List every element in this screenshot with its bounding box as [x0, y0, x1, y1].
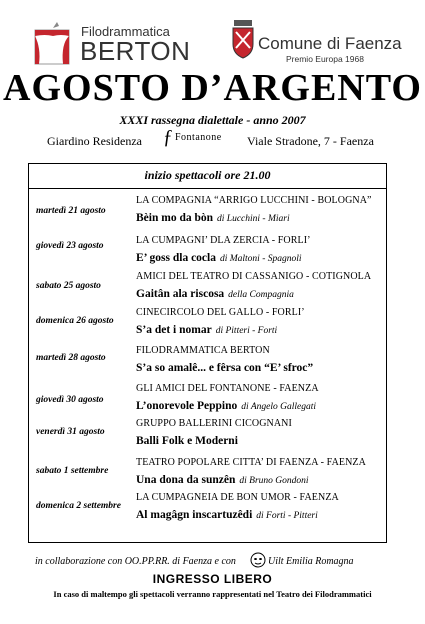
event-date: martedì 21 agosto	[36, 206, 106, 216]
event-title: Una dona da sunzên	[136, 474, 236, 486]
event-date: domenica 26 agosto	[36, 316, 114, 326]
collaboration-text: in collaborazione con OO.PP.RR. di Faenza e con	[35, 556, 236, 567]
collaboration-partner: Uilt Emilia Romagna	[268, 556, 354, 567]
event-row	[29, 307, 386, 345]
uilt-mask-icon	[250, 552, 266, 568]
event-title: Gaitân ala riscosa	[136, 288, 225, 300]
event-row	[29, 345, 386, 383]
event-title-line	[136, 431, 242, 449]
start-time: inizio spettacoli ore 21.00	[144, 168, 271, 182]
page-title: AGOSTO D’ARGENTO	[3, 67, 422, 109]
event-company: LA CUMPAGNI’ DLA ZERCIA - FORLI’	[136, 235, 311, 246]
event-row	[29, 235, 386, 273]
weather-note: In caso di maltempo gli spettacoli verranno rappresentati nel Teatro dei Filodrammatici	[53, 589, 372, 599]
event-company: CINECIRCOLO DEL GALLO - FORLI’	[136, 307, 305, 318]
event-title-line	[136, 470, 309, 488]
event-author: di Bruno Gondoni	[239, 476, 309, 486]
event-author: di Pitteri - Forti	[215, 326, 278, 336]
event-row	[29, 195, 386, 233]
event-title-line	[136, 396, 316, 414]
fontanone-initial-icon: ƒ	[163, 126, 173, 148]
faenza-logo	[230, 20, 400, 68]
event-date: sabato 25 agosto	[36, 281, 101, 291]
event-author: di Angelo Gallegati	[241, 402, 317, 412]
event-title-line	[136, 320, 277, 338]
event-title-line	[136, 284, 294, 302]
event-title-line	[136, 358, 317, 376]
theatre-stage-icon	[33, 22, 73, 68]
event-date: giovedì 30 agosto	[36, 395, 104, 405]
event-title: S’a so amalê... e fêrsa con “E’ sfroc”	[136, 362, 314, 374]
faenza-name-text: Comune di Faenza	[258, 34, 402, 53]
event-author: della Compagnia	[228, 290, 294, 300]
venue-address: Viale Stradone, 7 - Faenza	[247, 134, 374, 148]
event-title: Al magâgn inscartuzêdi	[136, 509, 253, 521]
event-title: E’ goss dla cocla	[136, 252, 216, 264]
event-row	[29, 492, 386, 530]
berton-logo	[33, 22, 191, 68]
event-row	[29, 383, 386, 421]
event-date: venerdì 31 agosto	[36, 427, 105, 437]
subtitle: XXXI rassegna dialettale - anno 2007	[119, 113, 306, 127]
event-date: martedì 28 agosto	[36, 353, 106, 363]
fontanone-text: Fontanone	[175, 132, 222, 143]
faenza-award-text: Premio Europa 1968	[286, 54, 364, 64]
event-title-line	[136, 248, 302, 266]
event-row	[29, 418, 386, 456]
event-date: giovedì 23 agosto	[36, 241, 104, 251]
event-company: AMICI DEL TEATRO DI CASSANIGO - COTIGNOLA	[136, 271, 372, 282]
event-date: domenica 2 settembre	[36, 501, 121, 511]
event-row	[29, 457, 386, 495]
event-company: TEATRO POPOLARE CITTA’ DI FAENZA - FAENZA	[136, 457, 366, 468]
event-author: di Maltoni - Spagnoli	[219, 254, 302, 264]
event-company: LA COMPAGNIA “ARRIGO LUCCHINI - BOLOGNA”	[136, 195, 372, 206]
event-row	[29, 271, 386, 309]
free-entry-text: INGRESSO LIBERO	[152, 572, 273, 586]
fontanone-logo	[157, 126, 237, 148]
event-title: Bèin mo da bòn	[136, 212, 214, 224]
event-company: FILODRAMMATICA BERTON	[136, 345, 270, 356]
event-company: GRUPPO BALLERINI CICOGNANI	[136, 418, 292, 429]
program-box	[28, 163, 387, 543]
event-title: L’onorevole Peppino	[136, 400, 238, 412]
event-title-line	[136, 505, 318, 523]
venue-place: Giardino Residenza	[47, 134, 142, 148]
event-company: GLI AMICI DEL FONTANONE - FAENZA	[136, 383, 319, 394]
city-crest-icon	[230, 20, 256, 60]
event-author: di Forti - Pitteri	[256, 511, 318, 521]
berton-big-text: BERTON	[80, 36, 191, 66]
event-author: di Lucchini - Miari	[217, 214, 290, 224]
event-date: sabato 1 settembre	[36, 466, 109, 476]
event-title: S’a det i nomar	[136, 324, 212, 336]
berton-small-text: Filodrammatica	[81, 24, 170, 39]
event-title: Balli Folk e Moderni	[136, 435, 238, 447]
program-header	[29, 164, 386, 189]
event-title-line	[136, 208, 290, 226]
event-company: LA CUMPAGNEIA DE BON UMOR - FAENZA	[136, 492, 339, 503]
